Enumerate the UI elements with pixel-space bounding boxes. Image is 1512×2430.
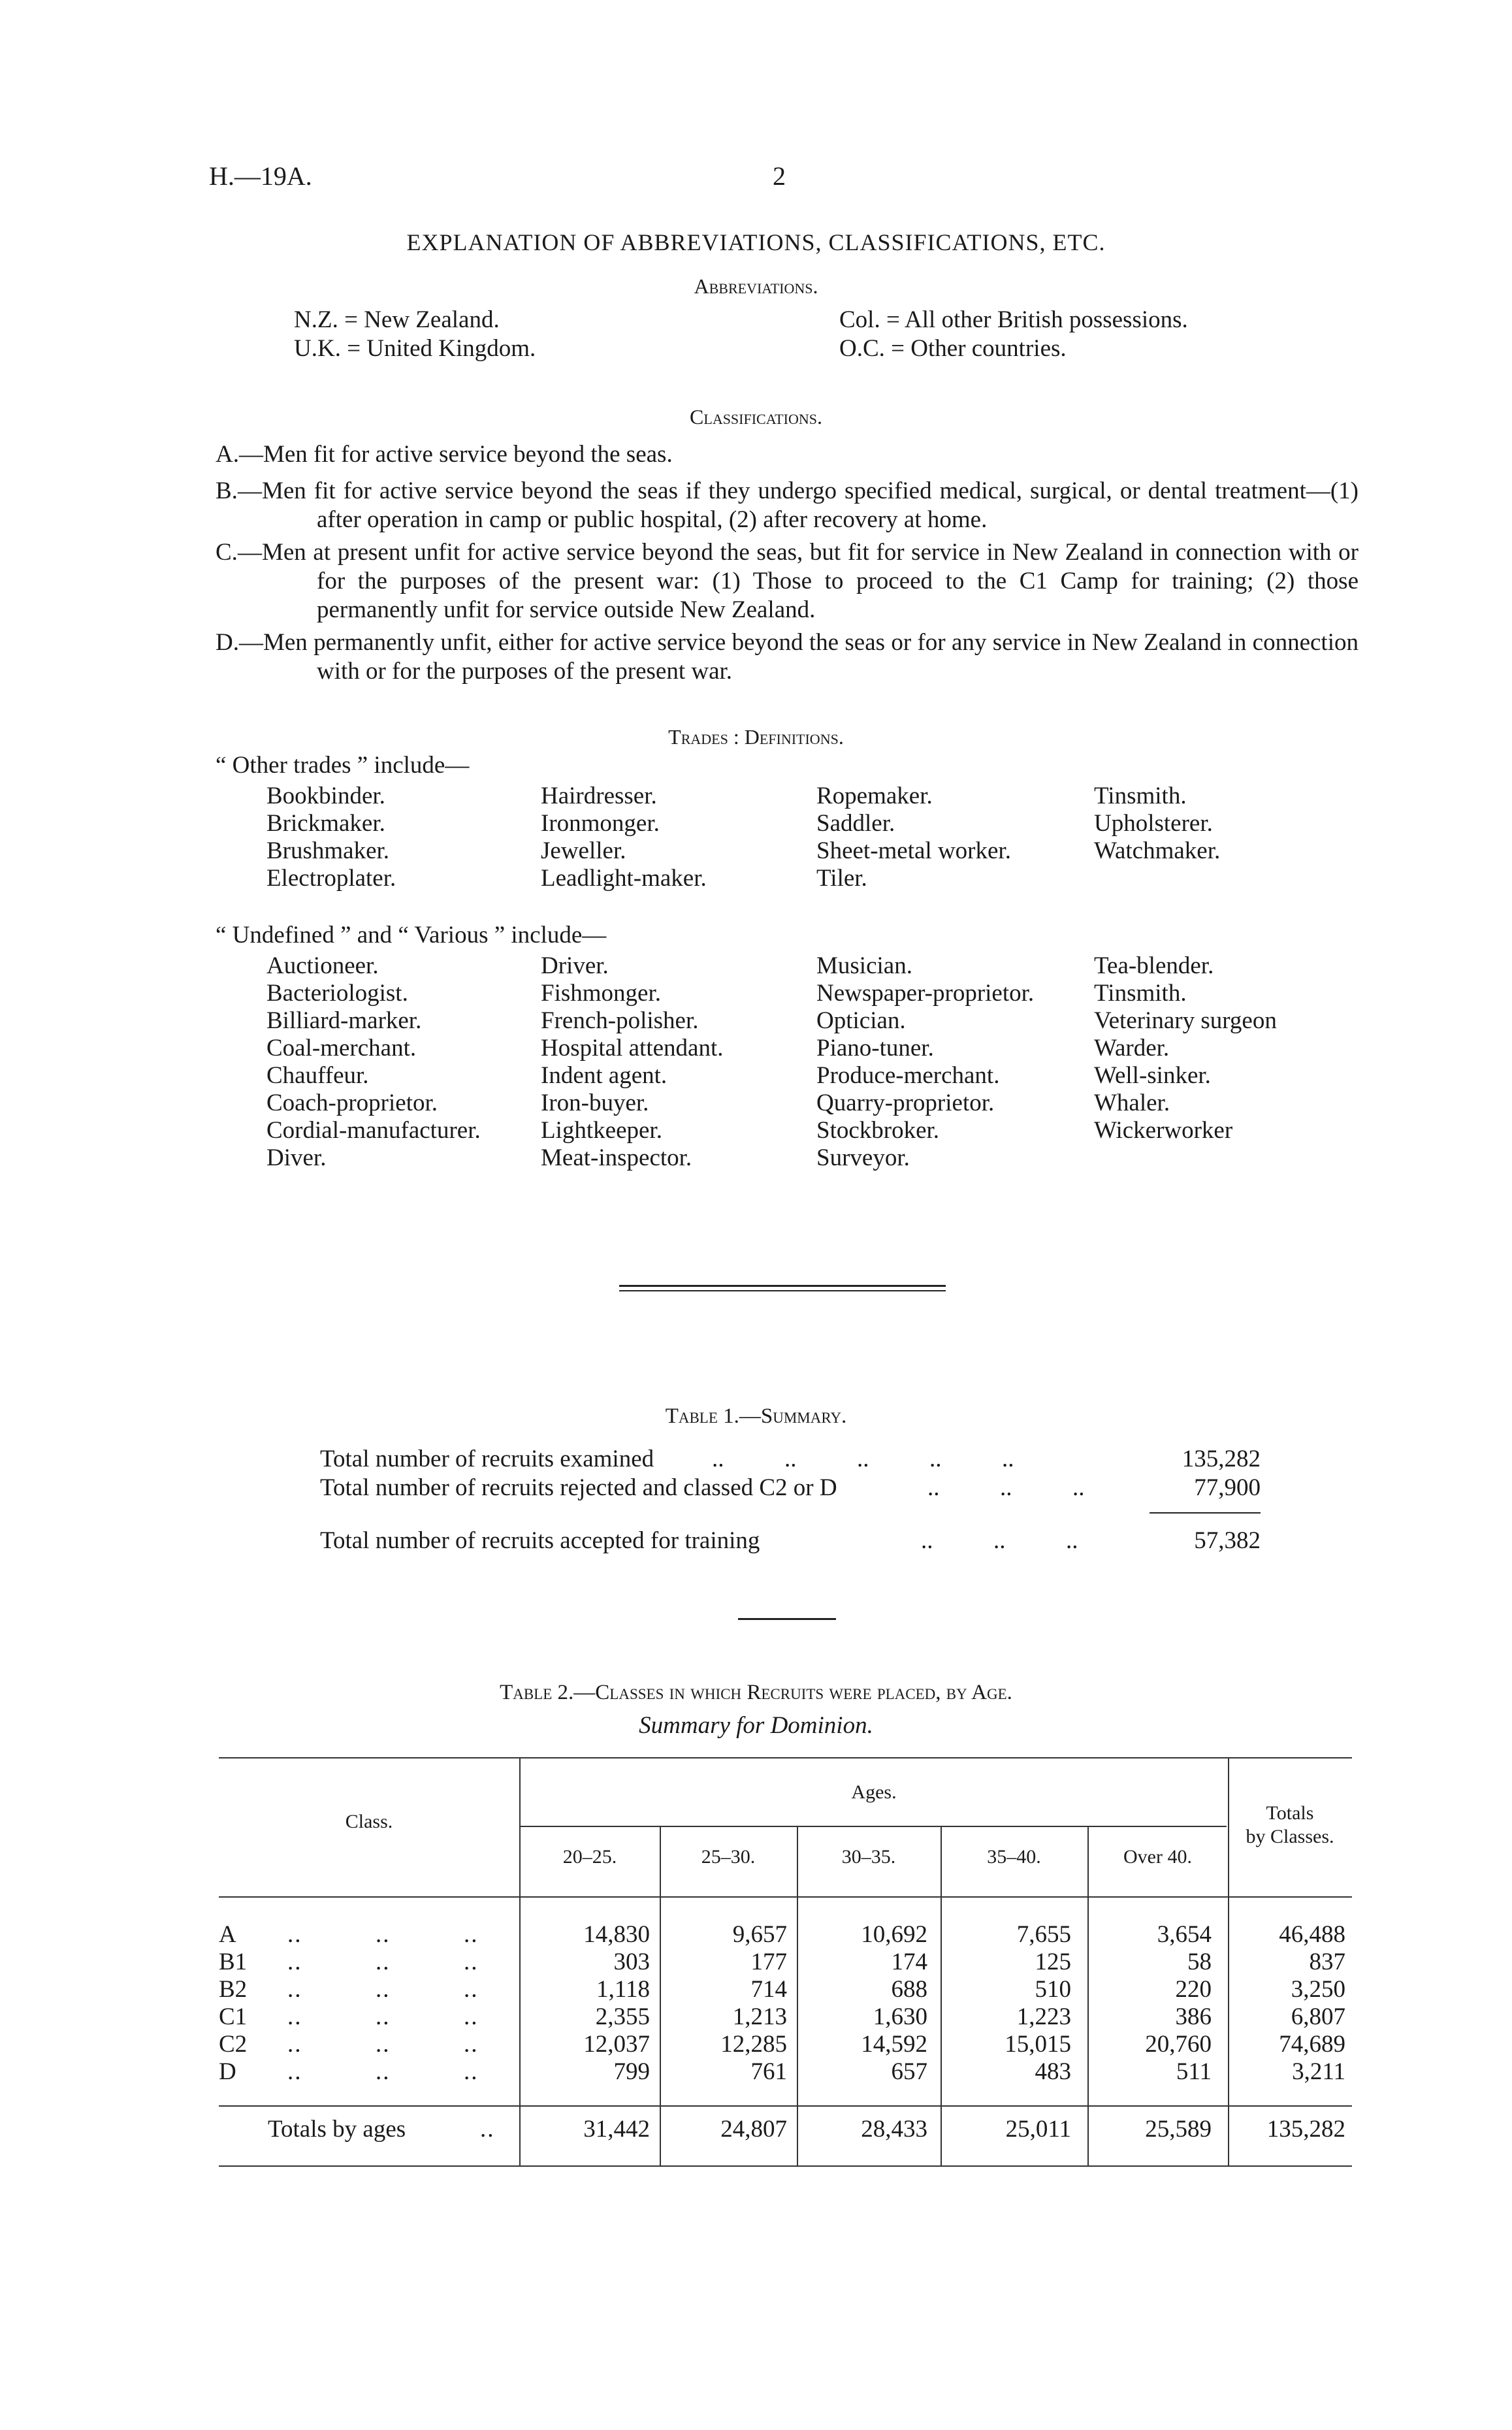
table2-totals-rule [219, 2105, 1352, 2107]
cell-20-25: 1,118 [596, 1976, 650, 2003]
total-30-35: 28,433 [861, 2116, 927, 2143]
classification-text: —Men permanently unfit, either for active service beyond the seas or for any service in New Zealand in connection with or for the purposes of the present war. [238, 629, 1359, 685]
table2-totals-header-line1: Totals [1266, 1802, 1314, 1824]
table1-row-accepted-dots: .. .. .. [921, 1527, 1078, 1554]
classification-text: —Men at present unfit for active service beyond the seas, but fit for service in New Zealand in connection with or for the purposes of the present war: (1) Those to proceed to the C1 Camp for training; (2) those permanently unfit for service outside New Zealand. [237, 539, 1359, 623]
cell-30-35: 174 [891, 1949, 927, 1975]
classification-d [216, 628, 1359, 686]
table2-age-col-header: 20–25. [562, 1846, 617, 1868]
trade-item: Driver. [541, 952, 609, 979]
cell-30-35: 657 [891, 2058, 927, 2085]
cell-35-40: 510 [1035, 1976, 1071, 2003]
table-divider [738, 1618, 836, 1620]
cell-over-40: 220 [1175, 1976, 1212, 2003]
grand-total: 135,282 [1266, 2116, 1345, 2143]
cell-25-30: 1,213 [732, 2003, 787, 2030]
total-20-25: 31,442 [583, 2116, 650, 2143]
trade-item: Jeweller. [541, 837, 626, 864]
table2-header-rule [219, 1896, 1352, 1898]
trade-item: Musician. [816, 952, 912, 979]
cell-over-40: 511 [1176, 2058, 1212, 2085]
total-25-30: 24,807 [720, 2116, 787, 2143]
row-label: B2 [219, 1976, 248, 2003]
other-trades-intro: “ Other trades ” include— [216, 752, 470, 779]
cell-total: 74,689 [1279, 2031, 1345, 2058]
cell-total: 46,488 [1279, 1921, 1345, 1948]
classifications-heading: Classifications. [690, 405, 822, 429]
trade-item: Auctioneer. [266, 952, 379, 979]
trade-item: Billiard-marker. [266, 1007, 422, 1034]
row-label: D [219, 2058, 236, 2085]
row-label: C1 [219, 2003, 248, 2030]
trade-item: Fishmonger. [541, 980, 661, 1007]
trade-item: Piano-tuner. [816, 1035, 934, 1061]
cell-20-25: 14,830 [583, 1921, 650, 1948]
classification-label: B. [216, 478, 238, 504]
trade-item: Lightkeeper. [541, 1117, 662, 1144]
cell-over-40: 58 [1187, 1949, 1212, 1975]
cell-over-40: 3,654 [1157, 1921, 1212, 1948]
trade-item: Upholsterer. [1094, 810, 1213, 837]
other-trades-col-3 [816, 783, 1011, 892]
row-label: B1 [219, 1949, 248, 1975]
table2-totals-header [1228, 1802, 1352, 1849]
table1-title: Table 1.—Summary. [665, 1404, 847, 1428]
cell-25-30: 12,285 [720, 2031, 787, 2058]
table1-row-examined-value: 135,282 [1182, 1446, 1261, 1472]
table2-bottom-rule [219, 2165, 1352, 2167]
table1-row-accepted-value: 57,382 [1194, 1527, 1261, 1554]
table-row [219, 2030, 1352, 2058]
trade-item: Ironmonger. [541, 810, 660, 837]
trade-item: Brushmaker. [266, 837, 390, 864]
row-dots: .. .. .. [287, 2058, 479, 2085]
trade-item: Coal-merchant. [266, 1035, 417, 1061]
table-row [219, 2058, 1352, 2085]
trade-item: Watchmaker. [1094, 837, 1221, 864]
trade-item: Warder. [1094, 1035, 1170, 1061]
trade-item: Cordial-manufacturer. [266, 1117, 481, 1144]
cell-20-25: 2,355 [595, 2003, 650, 2030]
cell-total: 837 [1309, 1949, 1345, 1975]
row-dots: .. [480, 2116, 495, 2143]
trade-item: Iron-buyer. [541, 1090, 649, 1116]
cell-over-40: 386 [1175, 2003, 1212, 2030]
trade-item: Well-sinker. [1094, 1062, 1211, 1089]
table-row [219, 2003, 1352, 2030]
undefined-trades-col-1 [266, 952, 481, 1172]
trade-item: Whaler. [1094, 1090, 1170, 1116]
abbreviation-nz: N.Z. = New Zealand. [294, 306, 500, 333]
table2-title: Table 2.—Classes in which Recruits were placed, by Age. [500, 1681, 1012, 1704]
table1-sum-rule [1150, 1512, 1261, 1514]
trade-item: Indent agent. [541, 1062, 668, 1089]
table1-row-examined-label: Total number of recruits examined [320, 1446, 654, 1472]
total-35-40: 25,011 [1005, 2116, 1071, 2143]
cell-30-35: 1,630 [873, 2003, 927, 2030]
classification-text: —Men fit for active service beyond the seas. [238, 441, 673, 468]
table2-age-col-header: 35–40. [987, 1846, 1041, 1868]
table2-age-col-header: Over 40. [1123, 1846, 1192, 1868]
abbreviation-col: Col. = All other British possessions. [839, 306, 1188, 333]
cell-25-30: 177 [750, 1949, 787, 1975]
abbreviation-oc: O.C. = Other countries. [839, 335, 1067, 362]
table2-ages-header: Ages. [851, 1781, 897, 1803]
cell-20-25: 12,037 [583, 2031, 650, 2058]
trade-item: Tinsmith. [1094, 980, 1187, 1007]
classification-label: A. [216, 441, 239, 468]
trade-item: Produce-merchant. [816, 1062, 1000, 1089]
table-row [219, 1948, 1352, 1975]
classification-a [216, 440, 1359, 469]
table1-row-rejected-value: 77,900 [1194, 1474, 1261, 1501]
cell-20-25: 303 [613, 1949, 650, 1975]
section-divider-bottom [619, 1290, 946, 1291]
cell-25-30: 9,657 [732, 1921, 787, 1948]
cell-25-30: 761 [750, 2058, 787, 2085]
row-dots: .. .. .. [287, 1976, 479, 2003]
cell-35-40: 15,015 [1005, 2031, 1071, 2058]
undefined-trades-col-3 [816, 952, 1034, 1172]
trade-item: Meat-inspector. [541, 1144, 692, 1171]
trade-item: Veterinary surgeon [1094, 1007, 1277, 1034]
cell-30-35: 14,592 [861, 2031, 927, 2058]
classification-b [216, 477, 1359, 534]
trade-item: Ropemaker. [816, 783, 933, 809]
classification-text: —Men fit for active service beyond the seas if they undergo specified medical, surgical, or dental treatment—(1) after operation in camp or public hospital, (2) after recovery at home. [237, 478, 1359, 533]
trade-item: Newspaper-proprietor. [816, 980, 1035, 1007]
page-number: 2 [773, 161, 786, 191]
document-reference: H.—19A. [209, 161, 312, 191]
trades-heading: Trades : Definitions. [668, 725, 844, 749]
cell-20-25: 799 [613, 2058, 650, 2085]
trade-item: Wickerworker [1094, 1117, 1233, 1144]
totals-row-label: Totals by ages [268, 2116, 406, 2143]
trade-item: Quarry-proprietor. [816, 1090, 995, 1116]
cell-35-40: 483 [1035, 2058, 1071, 2085]
trade-item: Brickmaker. [266, 810, 385, 837]
abbreviations-heading: Abbreviations. [694, 274, 818, 298]
table1-row-rejected-dots: .. .. .. [927, 1474, 1085, 1501]
trade-item: Hairdresser. [541, 783, 657, 809]
other-trades-col-2 [541, 783, 707, 892]
cell-35-40: 1,223 [1016, 2003, 1071, 2030]
trade-item: Chauffeur. [266, 1062, 369, 1089]
trade-item: Tiler. [816, 865, 867, 892]
other-trades-col-4 [1094, 783, 1220, 865]
trade-item: Bacteriologist. [266, 980, 408, 1007]
table-row [219, 1975, 1352, 2003]
cell-35-40: 7,655 [1016, 1921, 1071, 1948]
cell-25-30: 714 [750, 1976, 787, 2003]
classification-label: C. [216, 539, 238, 566]
row-dots: .. .. .. [287, 1921, 479, 1948]
cell-over-40: 20,760 [1145, 2031, 1212, 2058]
cell-total: 3,211 [1292, 2058, 1345, 2085]
table2-age-col-header: 25–30. [701, 1846, 756, 1868]
undefined-trades-intro: “ Undefined ” and “ Various ” include— [216, 922, 607, 948]
row-dots: .. .. .. [287, 2003, 479, 2030]
trade-item: Leadlight-maker. [541, 865, 707, 892]
cell-total: 6,807 [1291, 2003, 1345, 2030]
trade-item: Saddler. [816, 810, 895, 837]
table2-totals-header-line2: by Classes. [1246, 1826, 1334, 1847]
table1-row-examined-dots: .. .. .. .. .. [712, 1446, 1014, 1472]
abbreviation-uk: U.K. = United Kingdom. [294, 335, 536, 362]
cell-total: 3,250 [1291, 1976, 1345, 2003]
trade-item: Optician. [816, 1007, 906, 1034]
row-dots: .. .. .. [287, 1949, 479, 1975]
row-label: A [219, 1921, 236, 1948]
trade-item: Surveyor. [816, 1144, 910, 1171]
cell-30-35: 10,692 [861, 1921, 927, 1948]
table2-age-col-header: 30–35. [841, 1846, 896, 1868]
cell-35-40: 125 [1035, 1949, 1071, 1975]
table2-top-rule [219, 1757, 1352, 1758]
total-over-40: 25,589 [1145, 2116, 1212, 2143]
table2-subtitle: Summary for Dominion. [639, 1712, 873, 1739]
trade-item: Electroplater. [266, 865, 396, 892]
cell-30-35: 688 [891, 1976, 927, 2003]
row-label: C2 [219, 2031, 248, 2058]
classification-c [216, 538, 1359, 624]
page-title: EXPLANATION OF ABBREVIATIONS, CLASSIFICATIONS, ETC. [406, 229, 1106, 255]
table-totals-row [219, 2115, 1352, 2143]
other-trades-col-1 [266, 783, 396, 892]
trade-item: Tinsmith. [1094, 783, 1187, 809]
table1-row-accepted-label: Total number of recruits accepted for training [320, 1527, 760, 1554]
trade-item: Tea-blender. [1094, 952, 1214, 979]
table2-class-header: Class. [345, 1811, 393, 1832]
classification-label: D. [216, 629, 239, 656]
trade-item: Sheet-metal worker. [816, 837, 1011, 864]
trade-item: Bookbinder. [266, 783, 385, 809]
trade-item: Diver. [266, 1144, 327, 1171]
row-dots: .. .. .. [287, 2031, 479, 2058]
trade-item: French-polisher. [541, 1007, 699, 1034]
table1-row-rejected-label: Total number of recruits rejected and classed C2 or D [320, 1474, 837, 1501]
trade-item: Stockbroker. [816, 1117, 940, 1144]
undefined-trades-col-2 [541, 952, 724, 1172]
table2-ages-rule [520, 1826, 1227, 1827]
trade-item: Hospital attendant. [541, 1035, 724, 1061]
section-divider-top [619, 1285, 946, 1287]
table-row [219, 1920, 1352, 1948]
undefined-trades-col-4 [1094, 952, 1277, 1144]
trade-item: Coach-proprietor. [266, 1090, 438, 1116]
